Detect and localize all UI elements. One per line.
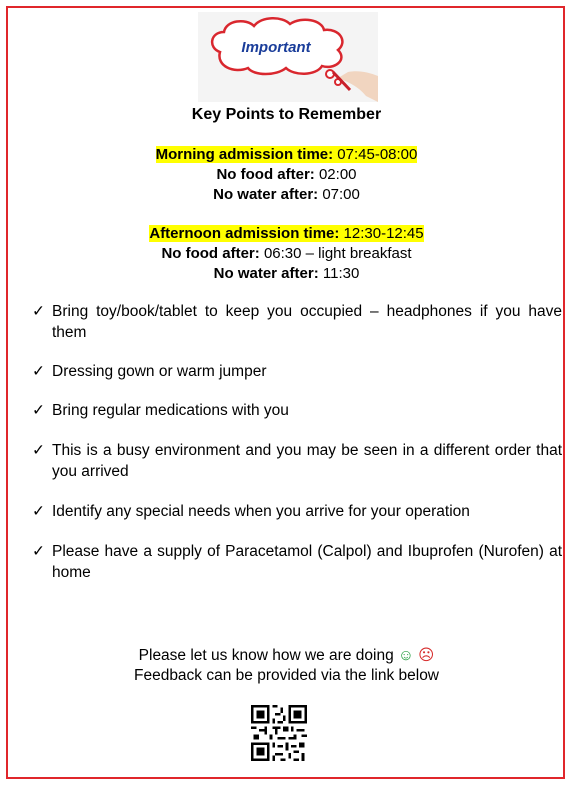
- afternoon-food-label: No food after:: [161, 245, 260, 262]
- afternoon-label: Afternoon admission time:: [149, 225, 340, 242]
- morning-admission: [0, 145, 573, 164]
- morning-water-label: No water after:: [213, 186, 319, 203]
- smile-icon: ☺: [398, 647, 414, 664]
- tick-icon: ✓: [32, 543, 45, 560]
- morning-time: 07:45-08:00: [337, 146, 418, 163]
- list-item: ✓ Bring toy/book/tablet to keep you occupied – headphones if you have them: [32, 303, 562, 341]
- afternoon-water: [0, 264, 573, 283]
- afternoon-water-label: No water after:: [213, 265, 319, 282]
- tick-icon: ✓: [32, 402, 45, 419]
- afternoon-food-time: 06:30 – light breakfast: [263, 245, 412, 262]
- important-cloud-icon: [198, 12, 378, 102]
- afternoon-food: [0, 244, 573, 263]
- key-points-list: [30, 301, 562, 583]
- morning-label: Morning admission time:: [155, 146, 334, 163]
- afternoon-admission: [0, 224, 573, 243]
- morning-water-time: 07:00: [322, 186, 360, 203]
- list-item: ✓ Identify any special needs when you arrive for your operation: [32, 503, 470, 520]
- list-item: ✓ Dressing gown or warm jumper: [32, 363, 267, 380]
- svg-text:Important: Important: [241, 39, 311, 56]
- feedback-link-text: Feedback can be provided via the link below: [133, 667, 440, 684]
- tick-icon: ✓: [32, 442, 45, 459]
- list-item: ✓ Bring regular medications with you: [32, 402, 289, 419]
- list-item: ✓ Please have a supply of Paracetamol (Calpol) and Ibuprofen (Nurofen) at home: [32, 543, 562, 581]
- tick-icon: ✓: [32, 363, 45, 380]
- morning-food-time: 02:00: [318, 166, 357, 183]
- tick-icon: ✓: [32, 503, 45, 520]
- frown-icon: ☹: [418, 647, 435, 664]
- page-title: Key Points to Remember: [191, 106, 382, 123]
- afternoon-water-time: 11:30: [322, 265, 360, 282]
- list-item: ✓ This is a busy environment and you may be seen in a different order that you arrived: [32, 442, 562, 480]
- afternoon-time: 12:30-12:45: [343, 225, 424, 242]
- feedback-line: [0, 646, 573, 666]
- feedback-text: Please let us know how we are doing: [138, 647, 394, 664]
- morning-food-label: No food after:: [216, 166, 315, 183]
- qr-code-icon[interactable]: [251, 705, 307, 761]
- morning-water: [0, 185, 573, 204]
- morning-food: [0, 165, 573, 184]
- tick-icon: ✓: [32, 303, 45, 320]
